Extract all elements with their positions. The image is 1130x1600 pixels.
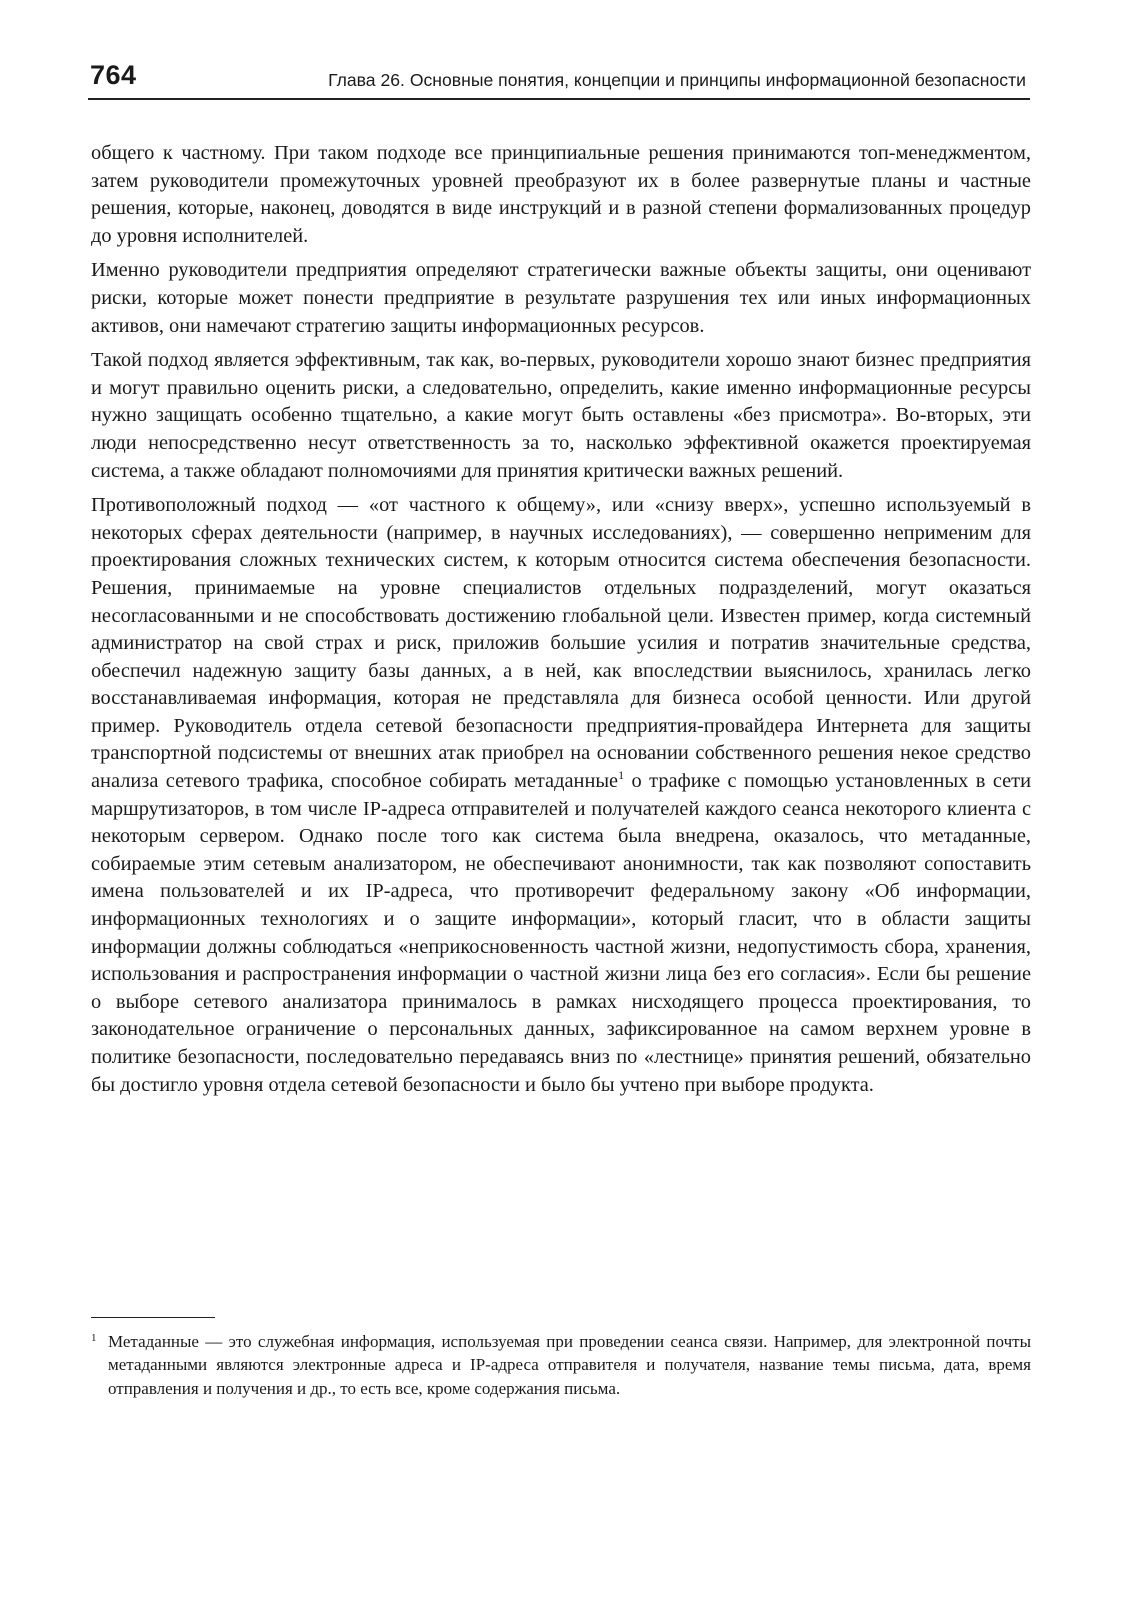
paragraph-2: Именно руководители предприятия определяют стратегически важные объекты защиты, они оценивают риски, которые может понести предприятие в результате разрушения тех или иных информационных активов, они намечают стратегию защиты информационных ресурсов. — [91, 259, 1031, 337]
paragraph-4 — [91, 492, 1031, 1099]
paragraph-1: общего к частному. При таком подходе все принципиальные решения принимаются топ-менеджментом, затем руководители промежуточных уровней преобразуют их в более развернутые планы и частные решения, которые, наконец, доводятся в виде инструкций и в разной степени формализованных процедур до уровня исполнителей. — [91, 142, 1031, 247]
running-title: Глава 26. Основные понятия, концепции и принципы информационной безопасности — [328, 70, 1026, 90]
paragraph-3: Такой подход является эффективным, так как, во-первых, руководители хорошо знают бизнес предприятия и могут правильно оценить риски, а следовательно, определить, какие именно информационные ресурсы нужно защищать особенно тщательно, а какие могут быть оставлены «без присмотра». Во-вторых, эти люди непосредственно несут ответственность за то, насколько эффективной окажется проектируемая система, а также обладают полномочиями для принятия критически важных решений. — [91, 349, 1031, 482]
footnote — [91, 1330, 1031, 1400]
footnote-text: Метаданные — это служебная информация, используемая при проведении сеанса связи. Например, для электронной почты метаданными являются электронные адреса и IP-адреса отправителя и получателя, название темы письма, дата, время отправления и получения и др., то есть все, кроме содержания письма. — [108, 1332, 1031, 1398]
footnote-separator — [91, 1317, 215, 1318]
page-number: 764 — [90, 60, 137, 90]
footnote-reference: 1 — [618, 768, 625, 783]
paragraph-4-part-1: Противоположный подход — «от частного к общему», или «снизу вверх», успешно используемый в некоторых сферах деятельности (например, в научных исследованиях), — совершенно неприменим для проектирования сложных технических систем, к которым относится система обеспечения безопасности. Решения, принимаемые на уровне специалистов отдельных подразделений, могут оказаться несогласованными и не способствовать достижению глобальной цели. Известен пример, когда системный администратор на свой страх и риск, приложив большие усилия и потратив значительные средства, обеспечил надежную защиту базы данных, а в ней, как впоследствии выяснилось, хранилась легко восстанавливаемая информация, которая не представляла для бизнеса особой ценности. Или другой пример. Руководитель отдела сетевой безопасности предприятия-провайдера Интернета для защиты транспортной подсистемы от внешних атак приобрел на основании собственного решения некое средство анализа сетевого трафика, способное собирать метаданные — [91, 494, 1031, 793]
footnote-number: 1 — [91, 1332, 97, 1344]
page-header — [88, 62, 1030, 100]
body-text — [91, 140, 1031, 1106]
paragraph-4-part-2: о трафике с помощью установленных в сети маршрутизаторов, в том числе IP-адреса отправителей и получателей каждого сеанса некоторого клиента с некоторым сервером. Однако после того как система была внедрена, оказалось, что метаданные, собираемые этим сетевым анализатором, не обеспечивают анонимности, так как позволяют сопоставить имена пользователей и их IP-адреса, что противоречит федеральному закону «Об информации, информационных технологиях и о защите информации», который гласит, что в области защиты информации должны соблюдаться «неприкосновенность частной жизни, недопустимость сбора, хранения, использования и распространения информации о частной жизни лица без его согласия». Если бы решение о выборе сетевого анализатора принималось в рамках нисходящего процесса проектирования, то законодательное ограничение о персональных данных, зафиксированное на самом верхнем уровне в политике безопасности, последовательно передаваясь вниз по «лестнице» принятия решений, обязательно бы достигло уровня отдела сетевой безопасности и было бы учтено при выборе продукта. — [91, 770, 1031, 1096]
